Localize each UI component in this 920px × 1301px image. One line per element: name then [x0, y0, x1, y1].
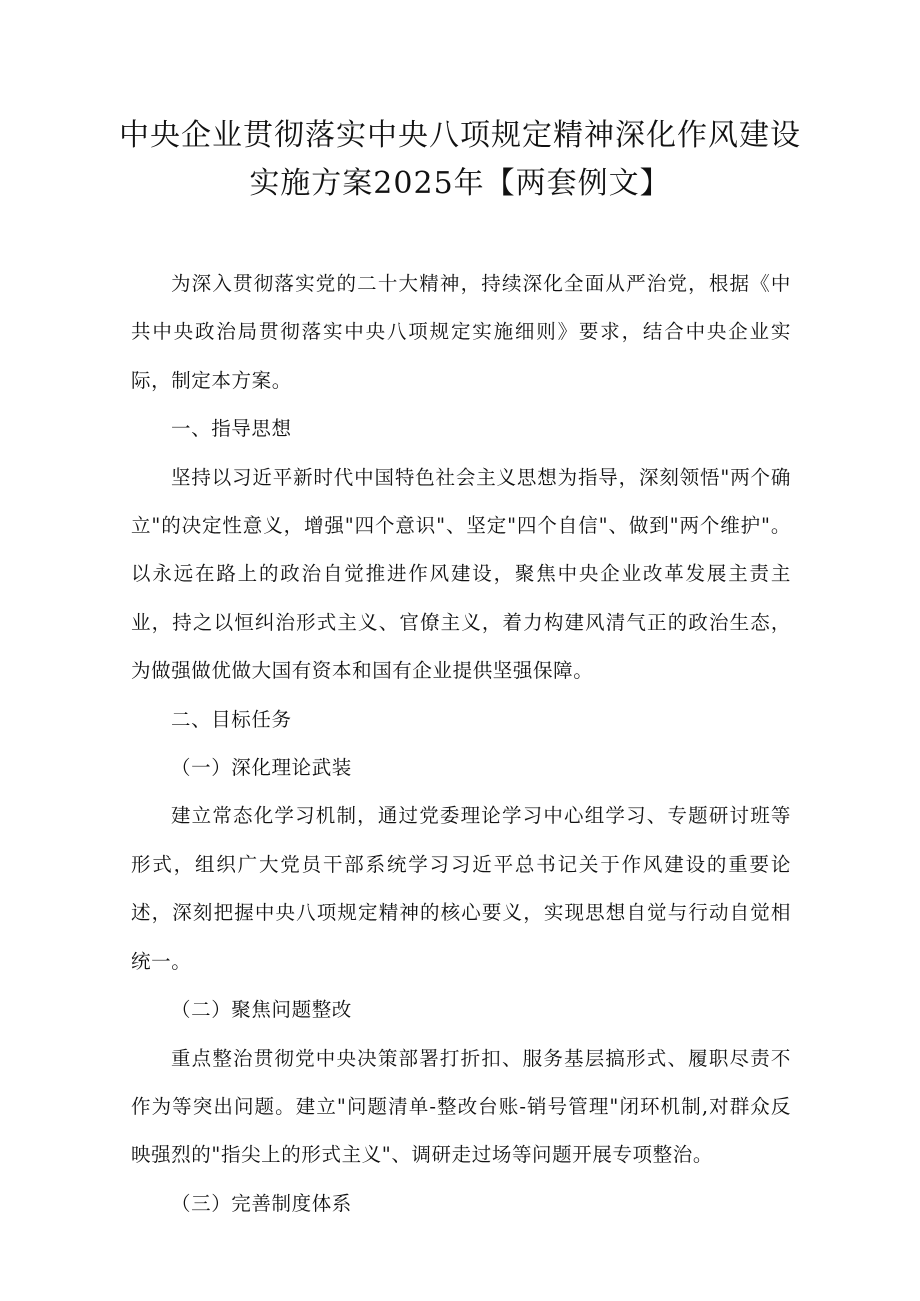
subsection-3-heading: （三）完善制度体系	[171, 1191, 352, 1215]
section-1-heading: 一、指导思想	[171, 417, 292, 441]
intro-paragraph: 为深入贯彻落实党的二十大精神，持续深化全面从严治党，根据《中共中央政治局贯彻落实中央八项规定实施细则》要求，结合中央企业实际，制定本方案。	[131, 272, 791, 392]
section-1-paragraph: 坚持以习近平新时代中国特色社会主义思想为指导，深刻领悟"两个确立"的决定性意义，增强"四个意识"、坚定"四个自信"、做到"两个维护"。以永远在路上的政治自觉推进作风建设，聚焦中央企业改革发展主责主业，持之以恒纠治形式主义、官僚主义，着力构建风清气正的政治生态，为做强做优做大国有资本和国有企业提供坚强保障。	[131, 465, 791, 683]
subsection-2-paragraph: 重点整治贯彻党中央决策部署打折扣、服务基层搞形式、履职尽责不作为等突出问题。建立"问题清单-整改台账-销号管理"闭环机制,对群众反映强烈的"指尖上的形式主义"、调研走过场等问题开展专项整治。	[131, 1046, 791, 1167]
section-2-heading: 二、目标任务	[171, 707, 292, 731]
subsection-1-heading: （一）深化理论武装	[171, 756, 352, 780]
document-title-line-2: 实施方案2025年【两套例文】	[249, 166, 671, 201]
subsection-1-paragraph: 建立常态化学习机制，通过党委理论学习中心组学习、专题研讨班等形式，组织广大党员干部系统学习习近平总书记关于作风建设的重要论述，深刻把握中央八项规定精神的核心要义，实现思想自觉与行动自觉相统一。	[131, 804, 791, 973]
document-body	[131, 260, 791, 1228]
subsection-2-heading: （二）聚焦问题整改	[171, 998, 352, 1022]
document-title-line-1: 中央企业贯彻落实中央八项规定精神深化作风建设	[119, 118, 801, 153]
